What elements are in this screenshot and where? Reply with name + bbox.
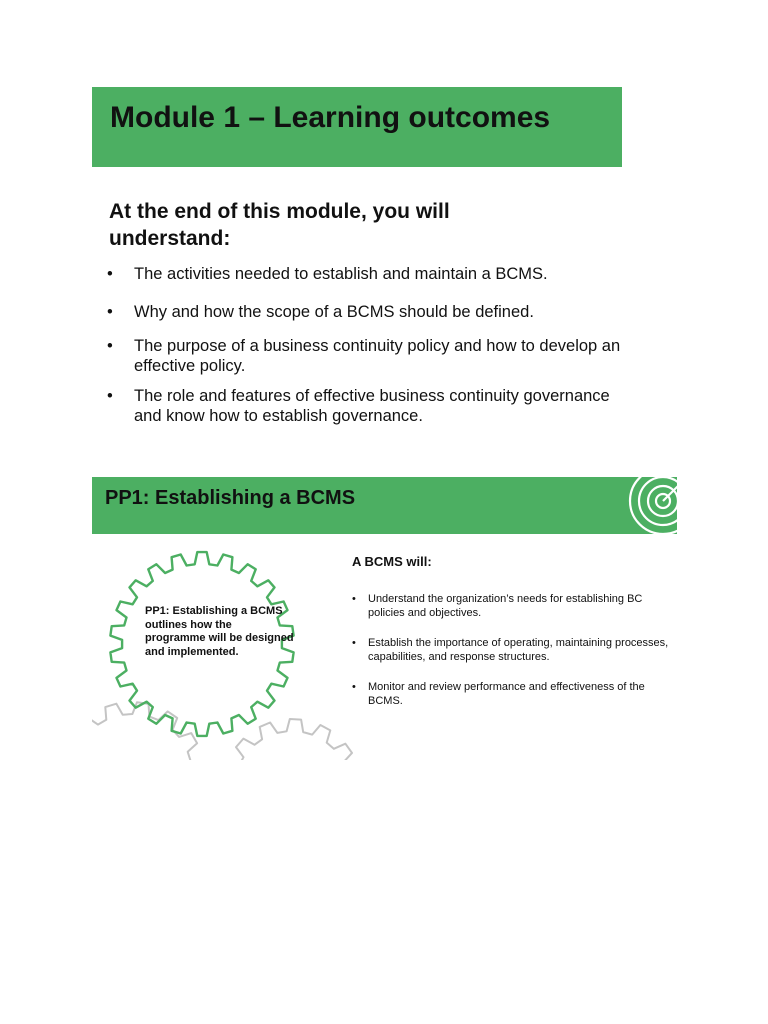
slide1-title-banner [92, 87, 622, 167]
list-item [107, 264, 627, 284]
slide1-title: Module 1 – Learning outcomes [110, 101, 551, 134]
list-item [352, 680, 672, 708]
slide2-heading: A BCMS will: [352, 554, 432, 569]
slide1-subheading: At the end of this module, you will understand: [109, 200, 450, 250]
gear-outline-icon [222, 719, 361, 760]
slide2-title-banner [92, 477, 677, 534]
bullet-icon: • [107, 303, 113, 321]
gear-outline-icon [92, 702, 204, 760]
slide2-bullet-list [352, 592, 672, 724]
bullet-icon: • [107, 387, 113, 405]
bullet-text: The activities needed to establish and maintain a BCMS. [134, 265, 548, 283]
bullet-icon: • [107, 337, 113, 355]
bullet-icon: • [352, 593, 356, 605]
bullet-icon: • [352, 681, 356, 693]
list-item [107, 386, 627, 426]
slide1-bullet-list [107, 264, 627, 426]
bullet-text: Monitor and review performance and effectiveness of the BCMS. [368, 681, 645, 707]
list-item [107, 302, 627, 322]
bullet-text: Why and how the scope of a BCMS should be defined. [134, 303, 534, 321]
bullet-text: Understand the organization’s needs for establishing BC policies and objectives. [368, 593, 643, 619]
slide2 [92, 477, 677, 760]
bullet-text: Establish the importance of operating, maintaining processes, capabilities, and response structures. [368, 637, 669, 663]
slide2-title: PP1: Establishing a BCMS [105, 487, 356, 509]
bullet-icon: • [107, 265, 113, 283]
bullet-icon: • [352, 637, 356, 649]
list-item [107, 336, 627, 376]
list-item [352, 592, 672, 620]
gear-caption: PP1: Establishing a BCMS outlines how the programme will be designed and implemented. [145, 605, 294, 658]
target-icon [627, 477, 677, 534]
list-item [352, 636, 672, 664]
bullet-text: The role and features of effective business continuity governance and know how to establish governance. [134, 387, 610, 425]
bullet-text: The purpose of a business continuity policy and how to develop an effective policy. [134, 337, 621, 375]
